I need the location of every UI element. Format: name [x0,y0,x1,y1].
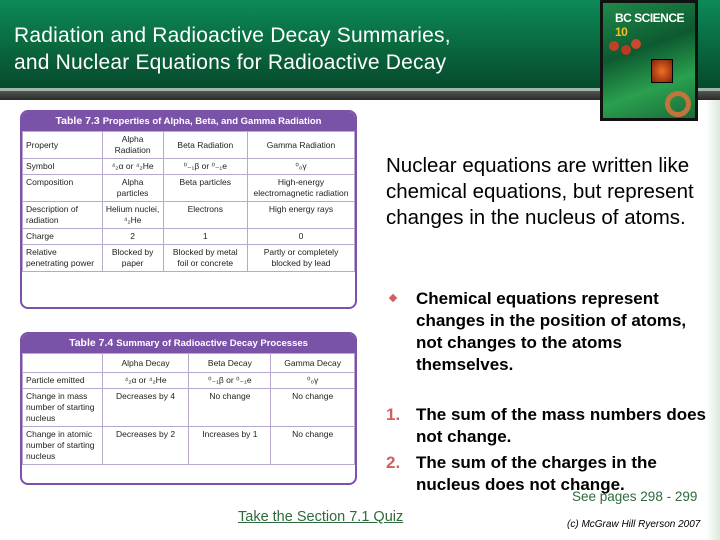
table-cell: 0 [248,229,355,245]
table-cell: Alpha particles [102,175,163,202]
table-header-row [23,132,355,159]
table-row [23,202,355,229]
right-edge-gradient [706,100,720,540]
table-cell: ⁰₋₁β or ⁰₋₁e [189,373,271,389]
main-text: Nuclear equations are written like chemical equations, but represent changes in the nucleus of atoms. [386,154,694,229]
table-row [23,427,355,465]
table-cell: Helium nuclei, ⁴₂He [102,202,163,229]
title-line: and Nuclear Equations for Radioactive Decay [14,51,447,74]
table-cell: 2 [102,229,163,245]
table-7-4 [20,332,357,485]
table-row [23,245,355,272]
table-cell: Blocked by paper [102,245,163,272]
book-cover-image [600,0,698,121]
title-line: Radiation and Radioactive Decay Summaries, [14,24,451,47]
table-cell: High energy rays [248,202,355,229]
table-cell: Beta Decay [189,354,271,373]
table-cell: Composition [23,175,103,202]
table-cell: 1 [163,229,247,245]
table-cell: Relative penetrating power [23,245,103,272]
bullet-item [386,288,706,376]
table-7-3 [20,110,357,309]
table-caption: Table 7.4 Summary of Radioactive Decay Processes [22,334,355,353]
table-cell: Change in mass number of starting nucleus [23,389,103,427]
table-cell: No change [189,389,271,427]
table-cell: ⁰₋₁β or ⁰₋₁e [163,159,247,175]
copyright: (c) McGraw Hill Ryerson 2007 [567,519,701,530]
table-cell: No change [271,427,355,465]
table-row [23,159,355,175]
table-cell: Symbol [23,159,103,175]
table-cell: Blocked by metal foil or concrete [163,245,247,272]
table-cell: ⁴₂α or ⁴₂He [102,159,163,175]
table-row [23,389,355,427]
table-row [23,373,355,389]
table-cell: Electrons [163,202,247,229]
page-reference: See pages 298 - 299 [572,489,698,504]
table-cell: Alpha Radiation [102,132,163,159]
table-cell: Increases by 1 [189,427,271,465]
table-cell: ⁴₂α or ⁴₂He [102,373,189,389]
table-cell: ⁰₀γ [248,159,355,175]
table-row [23,229,355,245]
table-caption: Table 7.3 Properties of Alpha, Beta, and Gamma Radiation [22,112,355,131]
table-cell: Beta Radiation [163,132,247,159]
table-cell: Partly or completely blocked by lead [248,245,355,272]
table-cell: Charge [23,229,103,245]
table-cell [23,354,103,373]
slide-title [14,22,451,76]
quiz-link[interactable]: Take the Section 7.1 Quiz [238,509,404,525]
table-cell: High-energy electromagnetic radiation [248,175,355,202]
table-cell: Gamma Decay [271,354,355,373]
table-cell: Property [23,132,103,159]
berries-image [609,41,619,51]
sun-image [651,59,673,83]
table-cell: ⁰₀γ [271,373,355,389]
bullet-text: Chemical equations represent changes in the position of atoms, not changes to the atoms themselves. [416,289,687,374]
ring-image [665,91,691,117]
table-cell: Decreases by 4 [102,389,189,427]
list-item: 2. The sum of the charges in the nucleus does not change. [386,453,657,494]
list-item: 1. The sum of the mass numbers does not change. [386,405,707,446]
table-cell: Change in atomic number of starting nucleus [23,427,103,465]
numbered-list [386,404,706,500]
table-cell: Decreases by 2 [102,427,189,465]
table-row [23,175,355,202]
table-cell: Particle emitted [23,373,103,389]
table-cell: Alpha Decay [102,354,189,373]
table-cell: Beta particles [163,175,247,202]
table-cell: Gamma Radiation [248,132,355,159]
table-cell: Description of radiation [23,202,103,229]
table-header-row [23,354,355,373]
cover-title: BC SCIENCE 10 [615,11,685,39]
table-cell: No change [271,389,355,427]
